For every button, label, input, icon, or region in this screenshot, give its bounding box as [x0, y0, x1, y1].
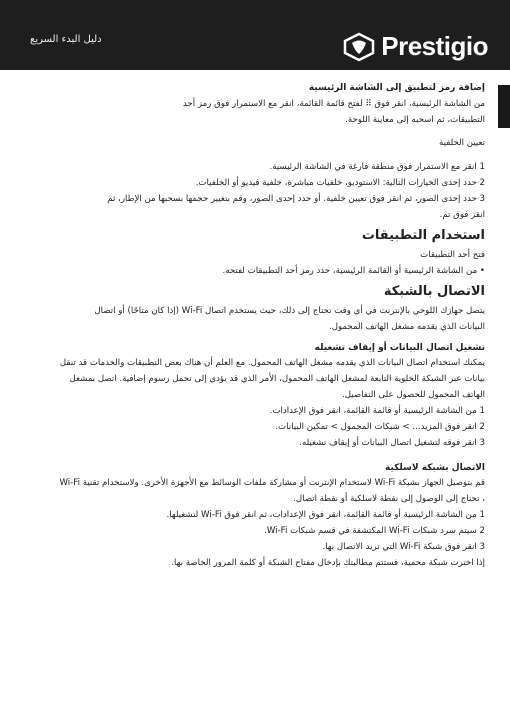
network-line2: البيانات الذي يقدمه مشغل الهاتف المحمول.: [329, 321, 485, 332]
data-item-1: 1 من الشاشة الرئيسية أو قائمة القائمة، انقر فوق الإعدادات.: [269, 405, 485, 416]
wallpaper-item-3b: انقر فوق تم.: [439, 209, 485, 220]
wallpaper-item-1: 1 انقر مع الاستمرار فوق منطقة فارغة في الشاشة الرئيسية.: [269, 162, 485, 173]
wifi-line2: ، تحتاج إلى الوصول إلى نقطة لاسلكية أو نقطة اتصال.: [293, 494, 485, 505]
network-line1: يتصل جهازك اللوحي بالإنترنت في أي وقت تحتاج إلى ذلك، حيث يستخدم اتصال Wi-Fi (إذا كان متاحًا) أو اتصال: [94, 305, 485, 316]
wifi-heading: الاتصال بشبكة لاسلكية: [385, 462, 485, 473]
brand-name: Prestigio: [381, 31, 488, 61]
wifi-line1: قم بتوصيل الجهاز بشبكة Wi-Fi لاستخدام الإنترنت أو مشاركة ملفات الوسائط مع الأجهزة الأخرى. ولاستخدام تقنية Wi-Fi: [59, 478, 485, 489]
add-shortcut-heading: إضافة رمز لتطبيق إلى الشاشة الرئيسية: [308, 83, 485, 93]
wifi-note: إذا اخترت شبكة محمية، فستتم مطالبتك بإدخال مفتاح الشبكة أو كلمة المرور الخاصة بها.: [171, 557, 485, 568]
apps-subheading: فتح أحد التطبيقات: [420, 249, 485, 260]
add-shortcut-line1: من الشاشة الرئيسية، انقر فوق ⠿ لفتح قائمة القائمة، انقر مع الاستمرار فوق رمز أحد: [182, 98, 485, 109]
network-heading: الاتصال بالشبكة: [383, 283, 485, 299]
page-content: [22, 80, 485, 572]
apps-bullet: • من الشاشة الرئيسية أو القائمة الرئيسية، حدد رمز أحد التطبيقات لفتحه.: [222, 265, 485, 276]
data-item-2: 2 انقر فوق المزيد... > شبكات المحمول > تمكين البيانات.: [275, 421, 485, 432]
wallpaper-heading: تعيين الخلفية: [439, 138, 485, 149]
data-item-3: 3 انقر فوقه لتشغيل اتصال البيانات أو إيقاف تشغيله.: [299, 437, 485, 448]
wifi-item-1: 1 من الشاشة الرئيسية أو قائمة القائمة، انقر فوق الإعدادات، ثم انقر فوق Wi-Fi لتشغيلها.: [166, 509, 485, 520]
wallpaper-item-2: 2 حدد إحدى الخيارات التالية: الاستوديو، خلفيات مباشرة، خلفية فيديو أو الخلفيات.: [195, 178, 485, 189]
wifi-item-2: 2 سيتم سرد شبكات Wi-Fi المكتشفة في قسم شبكات Wi-Fi.: [264, 525, 485, 536]
header-title: دليل البدء السريع: [30, 34, 102, 45]
data-line2: بيانات عبر الشبكة الخلوية التابعة لمشغل الهاتف المحمول، الأمر الذي قد يؤدي إلى تحمل رسوم إضافية. اتصل بمشغل: [69, 374, 485, 385]
wallpaper-item-3: 3 حدد إحدى الصور، ثم انقر فوق تعيين خلفية. أو حدد إحدى الصور، وقم بتغيير حجمها بسحبها من الإطار، ثم: [107, 194, 485, 205]
brand-logo: [343, 31, 488, 62]
side-tab-marker: [498, 85, 510, 128]
prestigio-emblem-icon: [343, 32, 375, 62]
data-heading: تشغيل اتصال البيانات أو إيقاف تشغيله: [314, 342, 485, 353]
apps-heading: استخدام التطبيقات: [361, 227, 485, 243]
page-header: [0, 0, 510, 70]
data-line1: يمكنك استخدام اتصال البيانات الذي يقدمه مشغل الهاتف المحمول. مع العلم أن هناك بعض التطبيقات والخدمات قد تنقل: [59, 358, 485, 369]
data-line3: الهاتف المحمول للحصول على التفاصيل.: [342, 389, 485, 400]
add-shortcut-line2: التطبيقات، ثم اسحبه إلى معاينة اللوحة.: [345, 114, 485, 125]
wifi-item-3: 3 انقر فوق شبكة Wi-Fi التي تريد الاتصال بها.: [322, 541, 485, 552]
